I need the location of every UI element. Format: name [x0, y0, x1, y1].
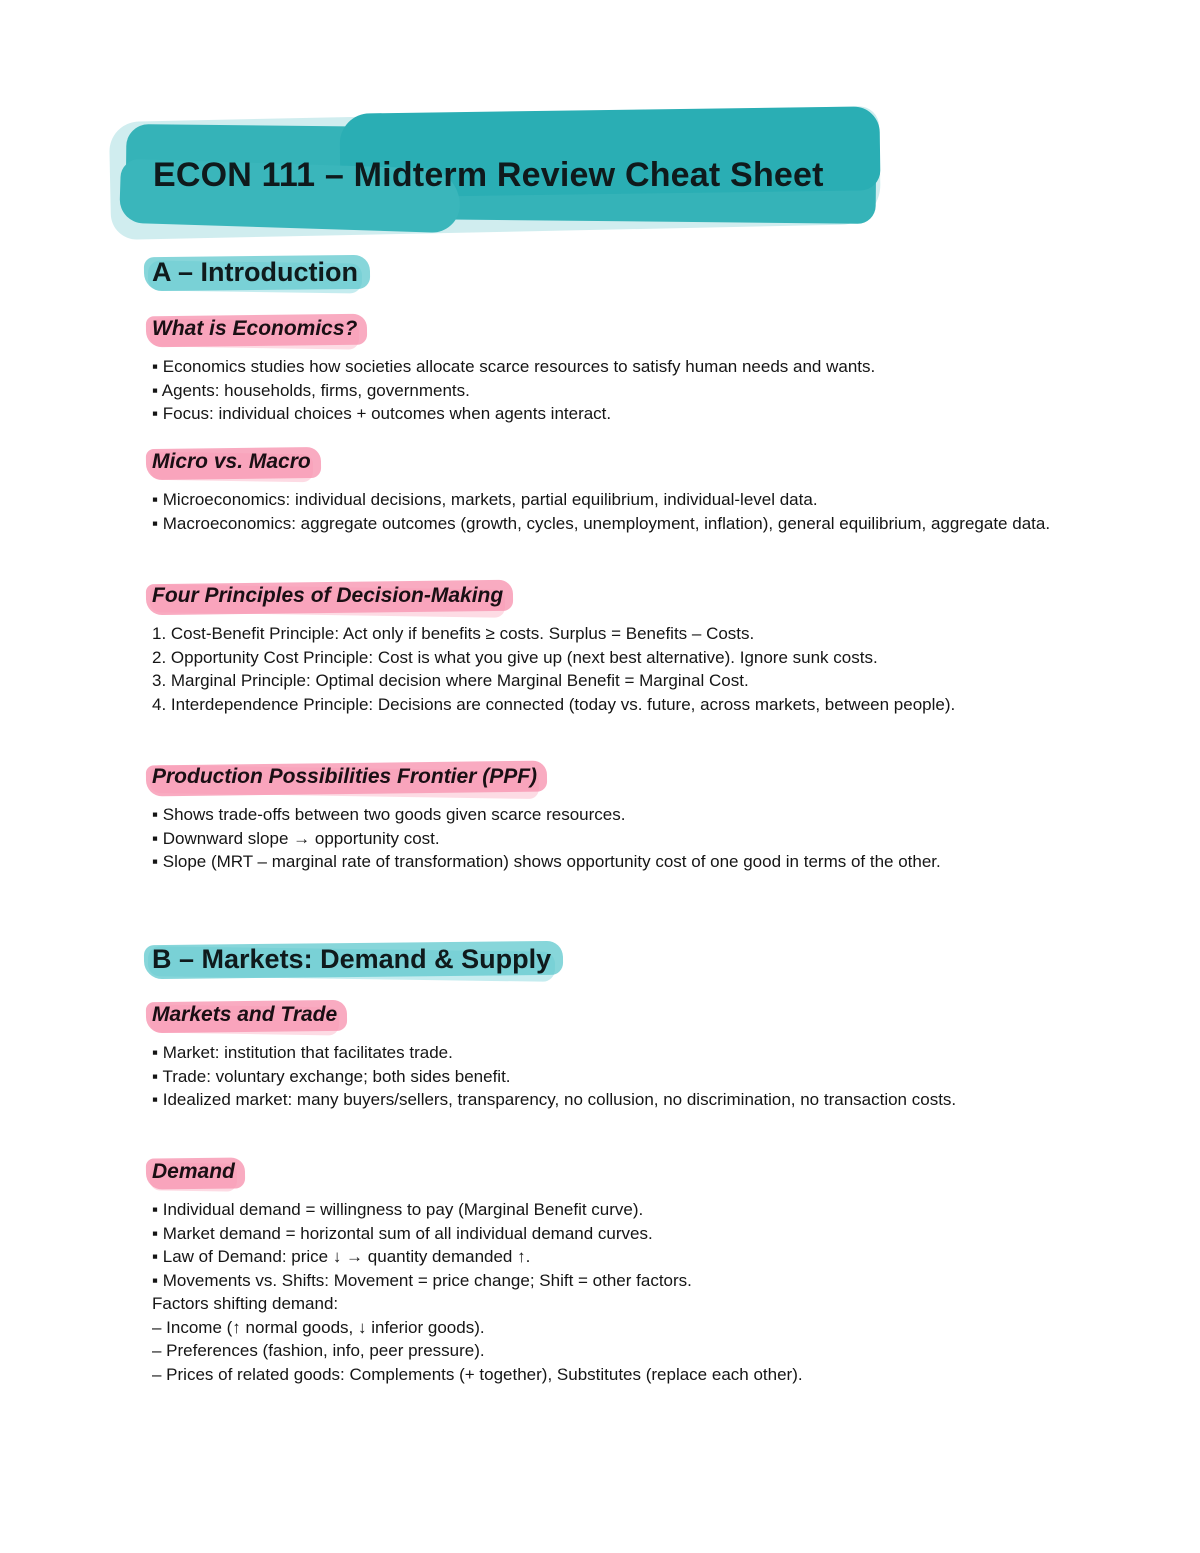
- numbered-line: 4. Interdependence Principle: Decisions are connected (today vs. future, across markets, between people).: [152, 694, 956, 714]
- subsection-title: What is Economics?: [152, 317, 358, 340]
- page-title: ECON 111 – Midterm Review Cheat Sheet: [153, 156, 824, 194]
- bullet-line: ▪ Trade: voluntary exchange; both sides benefit.: [152, 1066, 511, 1086]
- bullet-line: ▪ Individual demand = willingness to pay (Marginal Benefit curve).: [152, 1200, 644, 1219]
- subsection-heading-markets-and-trade: [152, 998, 337, 1032]
- subsection-body-markets-and-trade: [152, 1041, 1052, 1112]
- subsection-heading-micro-vs-macro: [152, 445, 311, 479]
- bullet-line: ▪ Agents: households, firms, governments.: [152, 380, 470, 400]
- numbered-line: 3. Marginal Principle: Optimal decision where Marginal Benefit = Marginal Cost.: [152, 671, 749, 690]
- dash-line: – Prices of related goods: Complements (+ together), Substitutes (replace each other).: [152, 1364, 803, 1384]
- subsection-body-micro-vs-macro: [152, 488, 1052, 535]
- subsection-heading-ppf: [152, 760, 537, 794]
- bullet-line: ▪ Movements vs. Shifts: Movement = price change; Shift = other factors.: [152, 1270, 692, 1290]
- dash-line: – Preferences (fashion, info, peer pressure).: [152, 1341, 485, 1360]
- bullet-line: ▪ Market demand = horizontal sum of all individual demand curves.: [152, 1223, 653, 1243]
- bullet-line: ▪ Macroeconomics: aggregate outcomes (growth, cycles, unemployment, inflation), general equilibrium, aggregate data.: [152, 513, 1051, 533]
- subsection-heading-four-principles: [152, 579, 503, 613]
- bullet-line: ▪ Downward slope → opportunity cost.: [152, 828, 440, 848]
- section-heading-b: [152, 939, 551, 979]
- dash-line: – Income (↑ normal goods, ↓ inferior goods).: [152, 1317, 485, 1337]
- bullet-line: ▪ Focus: individual choices + outcomes when agents interact.: [152, 404, 612, 423]
- subsection-heading-demand: [152, 1155, 235, 1189]
- subsection-body-demand: [152, 1198, 1052, 1386]
- bullet-line: ▪ Law of Demand: price ↓ → quantity demanded ↑.: [152, 1247, 531, 1266]
- bullet-line: ▪ Microeconomics: individual decisions, markets, partial equilibrium, individual-level data.: [152, 490, 818, 509]
- subsection-title: Markets and Trade: [152, 1003, 338, 1026]
- numbered-line: 2. Opportunity Cost Principle: Cost is what you give up (next best alternative). Ignore sunk costs.: [152, 647, 878, 667]
- subsection-title: Micro vs. Macro: [152, 450, 311, 473]
- subsection-heading-what-is-economics: [152, 312, 357, 346]
- section-heading-a: [152, 252, 358, 292]
- subsection-body-ppf: [152, 803, 1052, 874]
- subsection-body-four-principles: [152, 622, 1052, 716]
- subsection-body-what-is-economics: [152, 355, 1052, 426]
- section-title: B – Markets: Demand & Supply: [152, 944, 552, 974]
- bullet-line: ▪ Shows trade-offs between two goods given scarce resources.: [152, 805, 626, 824]
- title-banner: [110, 104, 890, 244]
- bullet-line: ▪ Market: institution that facilitates trade.: [152, 1043, 453, 1062]
- subsection-title: Four Principles of Decision-Making: [152, 584, 504, 607]
- subsection-title: Production Possibilities Frontier (PPF): [152, 765, 538, 788]
- subsection-title: Demand: [152, 1160, 235, 1183]
- text-line: Factors shifting demand:: [152, 1294, 339, 1313]
- bullet-line: ▪ Idealized market: many buyers/sellers, transparency, no collusion, no discrimination, no transaction costs.: [152, 1090, 957, 1109]
- section-title: A – Introduction: [152, 257, 358, 287]
- bullet-line: ▪ Slope (MRT – marginal rate of transformation) shows opportunity cost of one good in terms of the other.: [152, 852, 941, 871]
- numbered-line: 1. Cost-Benefit Principle: Act only if benefits ≥ costs. Surplus = Benefits – Costs.: [152, 624, 755, 643]
- bullet-line: ▪ Economics studies how societies allocate scarce resources to satisfy human needs and wants.: [152, 357, 876, 376]
